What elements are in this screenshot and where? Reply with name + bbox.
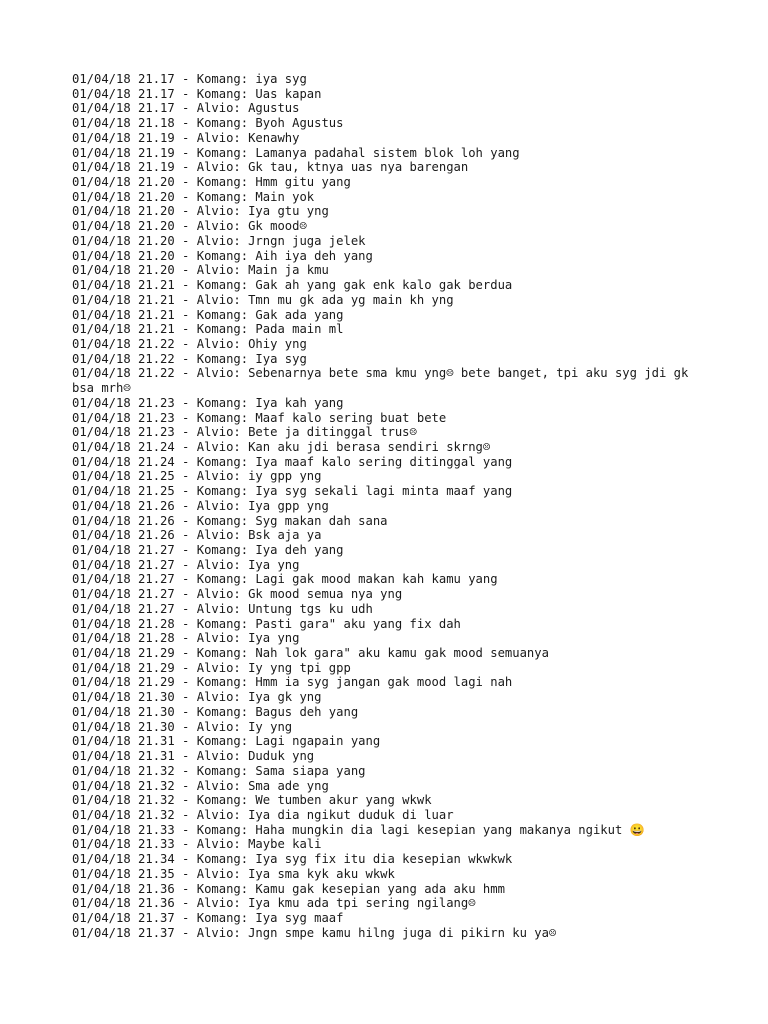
chat-line: 01/04/18 21.27 - Alvio: Iya yng — [72, 557, 300, 572]
chat-line: 01/04/18 21.20 - Komang: Aih iya deh yang — [72, 248, 373, 263]
chat-line: 01/04/18 21.28 - Komang: Pasti gara" aku yang fix dah — [72, 616, 461, 631]
chat-line: 01/04/18 21.29 - Alvio: Iy yng tpi gpp — [72, 660, 351, 675]
chat-line: 01/04/18 21.36 - Alvio: Iya kmu ada tpi sering ngilang☹ — [72, 896, 476, 911]
chat-line: 01/04/18 21.23 - Komang: Maaf kalo sering buat bete — [72, 410, 447, 425]
chat-line: 01/04/18 21.20 - Alvio: Gk mood☹ — [72, 219, 307, 234]
chat-line: 01/04/18 21.19 - Komang: Lamanya padahal sistem blok loh yang — [72, 145, 520, 160]
chat-line: 01/04/18 21.22 - Alvio: Ohiy yng — [72, 336, 307, 351]
chat-line: 01/04/18 21.19 - Alvio: Kenawhy — [72, 130, 300, 145]
chat-line: 01/04/18 21.25 - Alvio: iy gpp yng — [72, 469, 322, 484]
chat-line: 01/04/18 21.17 - Alvio: Agustus — [72, 101, 300, 116]
chat-line: 01/04/18 21.21 - Komang: Gak ada yang — [72, 307, 344, 322]
chat-line: 01/04/18 21.33 - Alvio: Maybe kali — [72, 837, 322, 852]
chat-transcript — [72, 72, 702, 940]
chat-line: 01/04/18 21.27 - Komang: Lagi gak mood makan kah kamu yang — [72, 572, 498, 587]
chat-line: 01/04/18 21.19 - Alvio: Gk tau, ktnya uas nya barengan — [72, 160, 469, 175]
chat-line: 01/04/18 21.25 - Komang: Iya syg sekali lagi minta maaf yang — [72, 484, 513, 499]
chat-line: 01/04/18 21.18 - Komang: Byoh Agustus — [72, 116, 344, 131]
chat-line: 01/04/18 21.29 - Komang: Hmm ia syg jangan gak mood lagi nah — [72, 675, 513, 690]
chat-line: 01/04/18 21.27 - Alvio: Gk mood semua nya yng — [72, 587, 403, 602]
chat-line: 01/04/18 21.27 - Alvio: Untung tgs ku udh — [72, 601, 373, 616]
chat-line: 01/04/18 21.29 - Komang: Nah lok gara" aku kamu gak mood semuanya — [72, 646, 549, 661]
chat-line: 01/04/18 21.30 - Alvio: Iya gk yng — [72, 690, 322, 705]
chat-line: 01/04/18 21.20 - Komang: Hmm gitu yang — [72, 175, 351, 190]
chat-line: 01/04/18 21.17 - Komang: iya syg — [72, 72, 307, 86]
chat-line: 01/04/18 21.21 - Komang: Pada main ml — [72, 322, 344, 337]
chat-line: 01/04/18 21.21 - Komang: Gak ah yang gak enk kalo gak berdua — [72, 278, 513, 293]
chat-line: 01/04/18 21.36 - Komang: Kamu gak kesepian yang ada aku hmm — [72, 881, 505, 896]
chat-line: 01/04/18 21.31 - Komang: Lagi ngapain yang — [72, 734, 381, 749]
chat-line: 01/04/18 21.32 - Komang: We tumben akur yang wkwk — [72, 793, 432, 808]
chat-line: 01/04/18 21.24 - Komang: Iya maaf kalo sering ditinggal yang — [72, 454, 513, 469]
chat-line: 01/04/18 21.20 - Alvio: Main ja kmu — [72, 263, 329, 278]
chat-line: 01/04/18 21.32 - Alvio: Sma ade yng — [72, 778, 329, 793]
chat-line: 01/04/18 21.33 - Komang: Haha mungkin dia lagi kesepian yang makanya ngikut 😀 — [72, 822, 645, 837]
chat-line: 01/04/18 21.34 - Komang: Iya syg fix itu dia kesepian wkwkwk — [72, 852, 513, 867]
chat-line: 01/04/18 21.22 - Komang: Iya syg — [72, 351, 307, 366]
chat-line: 01/04/18 21.24 - Alvio: Kan aku jdi berasa sendiri skrng☹ — [72, 439, 491, 454]
chat-line: 01/04/18 21.20 - Alvio: Jrngn juga jelek — [72, 233, 366, 248]
chat-line: 01/04/18 21.21 - Alvio: Tmn mu gk ada yg main kh yng — [72, 292, 454, 307]
chat-line: 01/04/18 21.28 - Alvio: Iya yng — [72, 631, 300, 646]
chat-line: 01/04/18 21.32 - Komang: Sama siapa yang — [72, 763, 366, 778]
chat-line: 01/04/18 21.27 - Komang: Iya deh yang — [72, 543, 344, 557]
chat-line: 01/04/18 21.37 - Komang: Iya syg maaf — [72, 910, 344, 925]
chat-line: 01/04/18 21.35 - Alvio: Iya sma kyk aku wkwk — [72, 866, 395, 881]
chat-line: 01/04/18 21.32 - Alvio: Iya dia ngikut duduk di luar — [72, 807, 454, 822]
chat-line: 01/04/18 21.30 - Alvio: Iy yng — [72, 719, 293, 734]
chat-line: 01/04/18 21.23 - Komang: Iya kah yang — [72, 395, 344, 410]
chat-line: 01/04/18 21.37 - Alvio: Jngn smpe kamu hilng juga di pikirn ku ya☹ — [72, 925, 557, 940]
chat-line: 01/04/18 21.20 - Komang: Main yok — [72, 189, 315, 204]
chat-line: 01/04/18 21.26 - Alvio: Iya gpp yng — [72, 498, 329, 513]
chat-line: 01/04/18 21.20 - Alvio: Iya gtu yng — [72, 204, 329, 219]
chat-line: 01/04/18 21.17 - Komang: Uas kapan — [72, 86, 322, 101]
chat-line: 01/04/18 21.22 - Alvio: Sebenarnya bete sma kmu yng☹ bete banget, tpi aku syg jdi gk bsa mrh☹ — [72, 366, 696, 396]
chat-line: 01/04/18 21.26 - Komang: Syg makan dah sana — [72, 513, 388, 528]
chat-line: 01/04/18 21.31 - Alvio: Duduk yng — [72, 749, 315, 764]
chat-line: 01/04/18 21.30 - Komang: Bagus deh yang — [72, 704, 359, 719]
chat-line: 01/04/18 21.23 - Alvio: Bete ja ditinggal trus☹ — [72, 425, 417, 440]
chat-line: 01/04/18 21.26 - Alvio: Bsk aja ya — [72, 528, 322, 543]
